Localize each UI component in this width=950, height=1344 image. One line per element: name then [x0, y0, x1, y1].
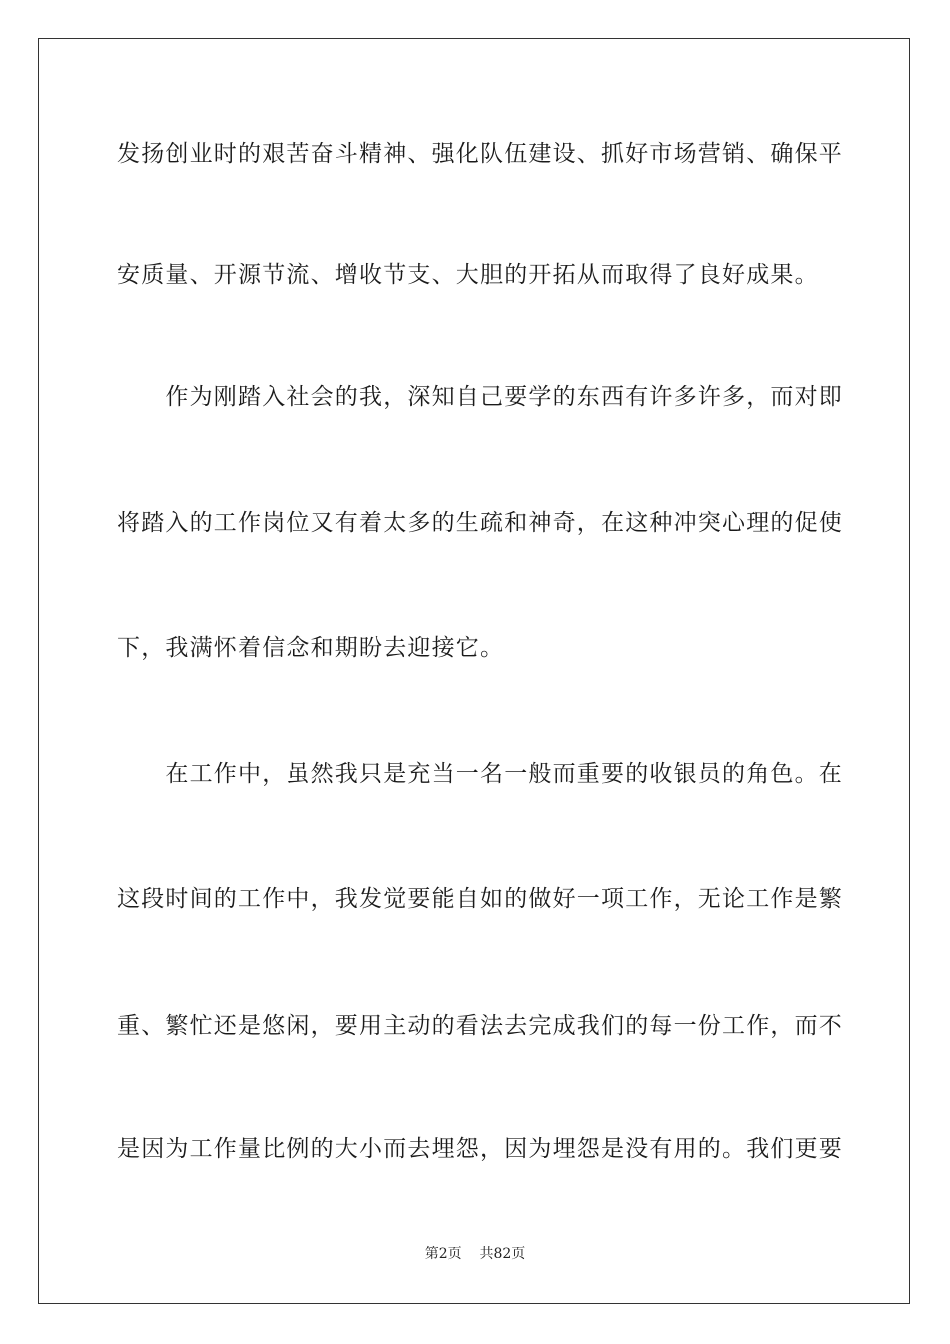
page-number: 第2页 [424, 1246, 462, 1262]
page-border [38, 38, 910, 1304]
body-text-line: 下，我满怀着信念和期盼去迎接它。 [117, 635, 505, 661]
page-footer [0, 1244, 950, 1264]
body-text-line: 安质量、开源节流、增收节支、大胆的开拓从而取得了良好成果。 [117, 262, 819, 288]
body-text-line: 重、繁忙还是悠闲，要用主动的看法去完成我们的每一份工作，而不 [117, 1013, 843, 1039]
page-total: 共82页 [479, 1246, 526, 1262]
body-text-line: 作为刚踏入社会的我，深知自己要学的东西有许多许多，而对即 [117, 384, 843, 410]
body-text-line: 是因为工作量比例的大小而去埋怨，因为埋怨是没有用的。我们更要 [117, 1136, 843, 1162]
body-text-line: 在工作中，虽然我只是充当一名一般而重要的收银员的角色。在 [117, 761, 843, 787]
body-text-line: 将踏入的工作岗位又有着太多的生疏和神奇，在这种冲突心理的促使 [117, 510, 843, 536]
body-text-line: 这段时间的工作中，我发觉要能自如的做好一项工作，无论工作是繁 [117, 886, 843, 912]
body-text-line: 发扬创业时的艰苦奋斗精神、强化队伍建设、抓好市场营销、确保平 [117, 141, 843, 167]
